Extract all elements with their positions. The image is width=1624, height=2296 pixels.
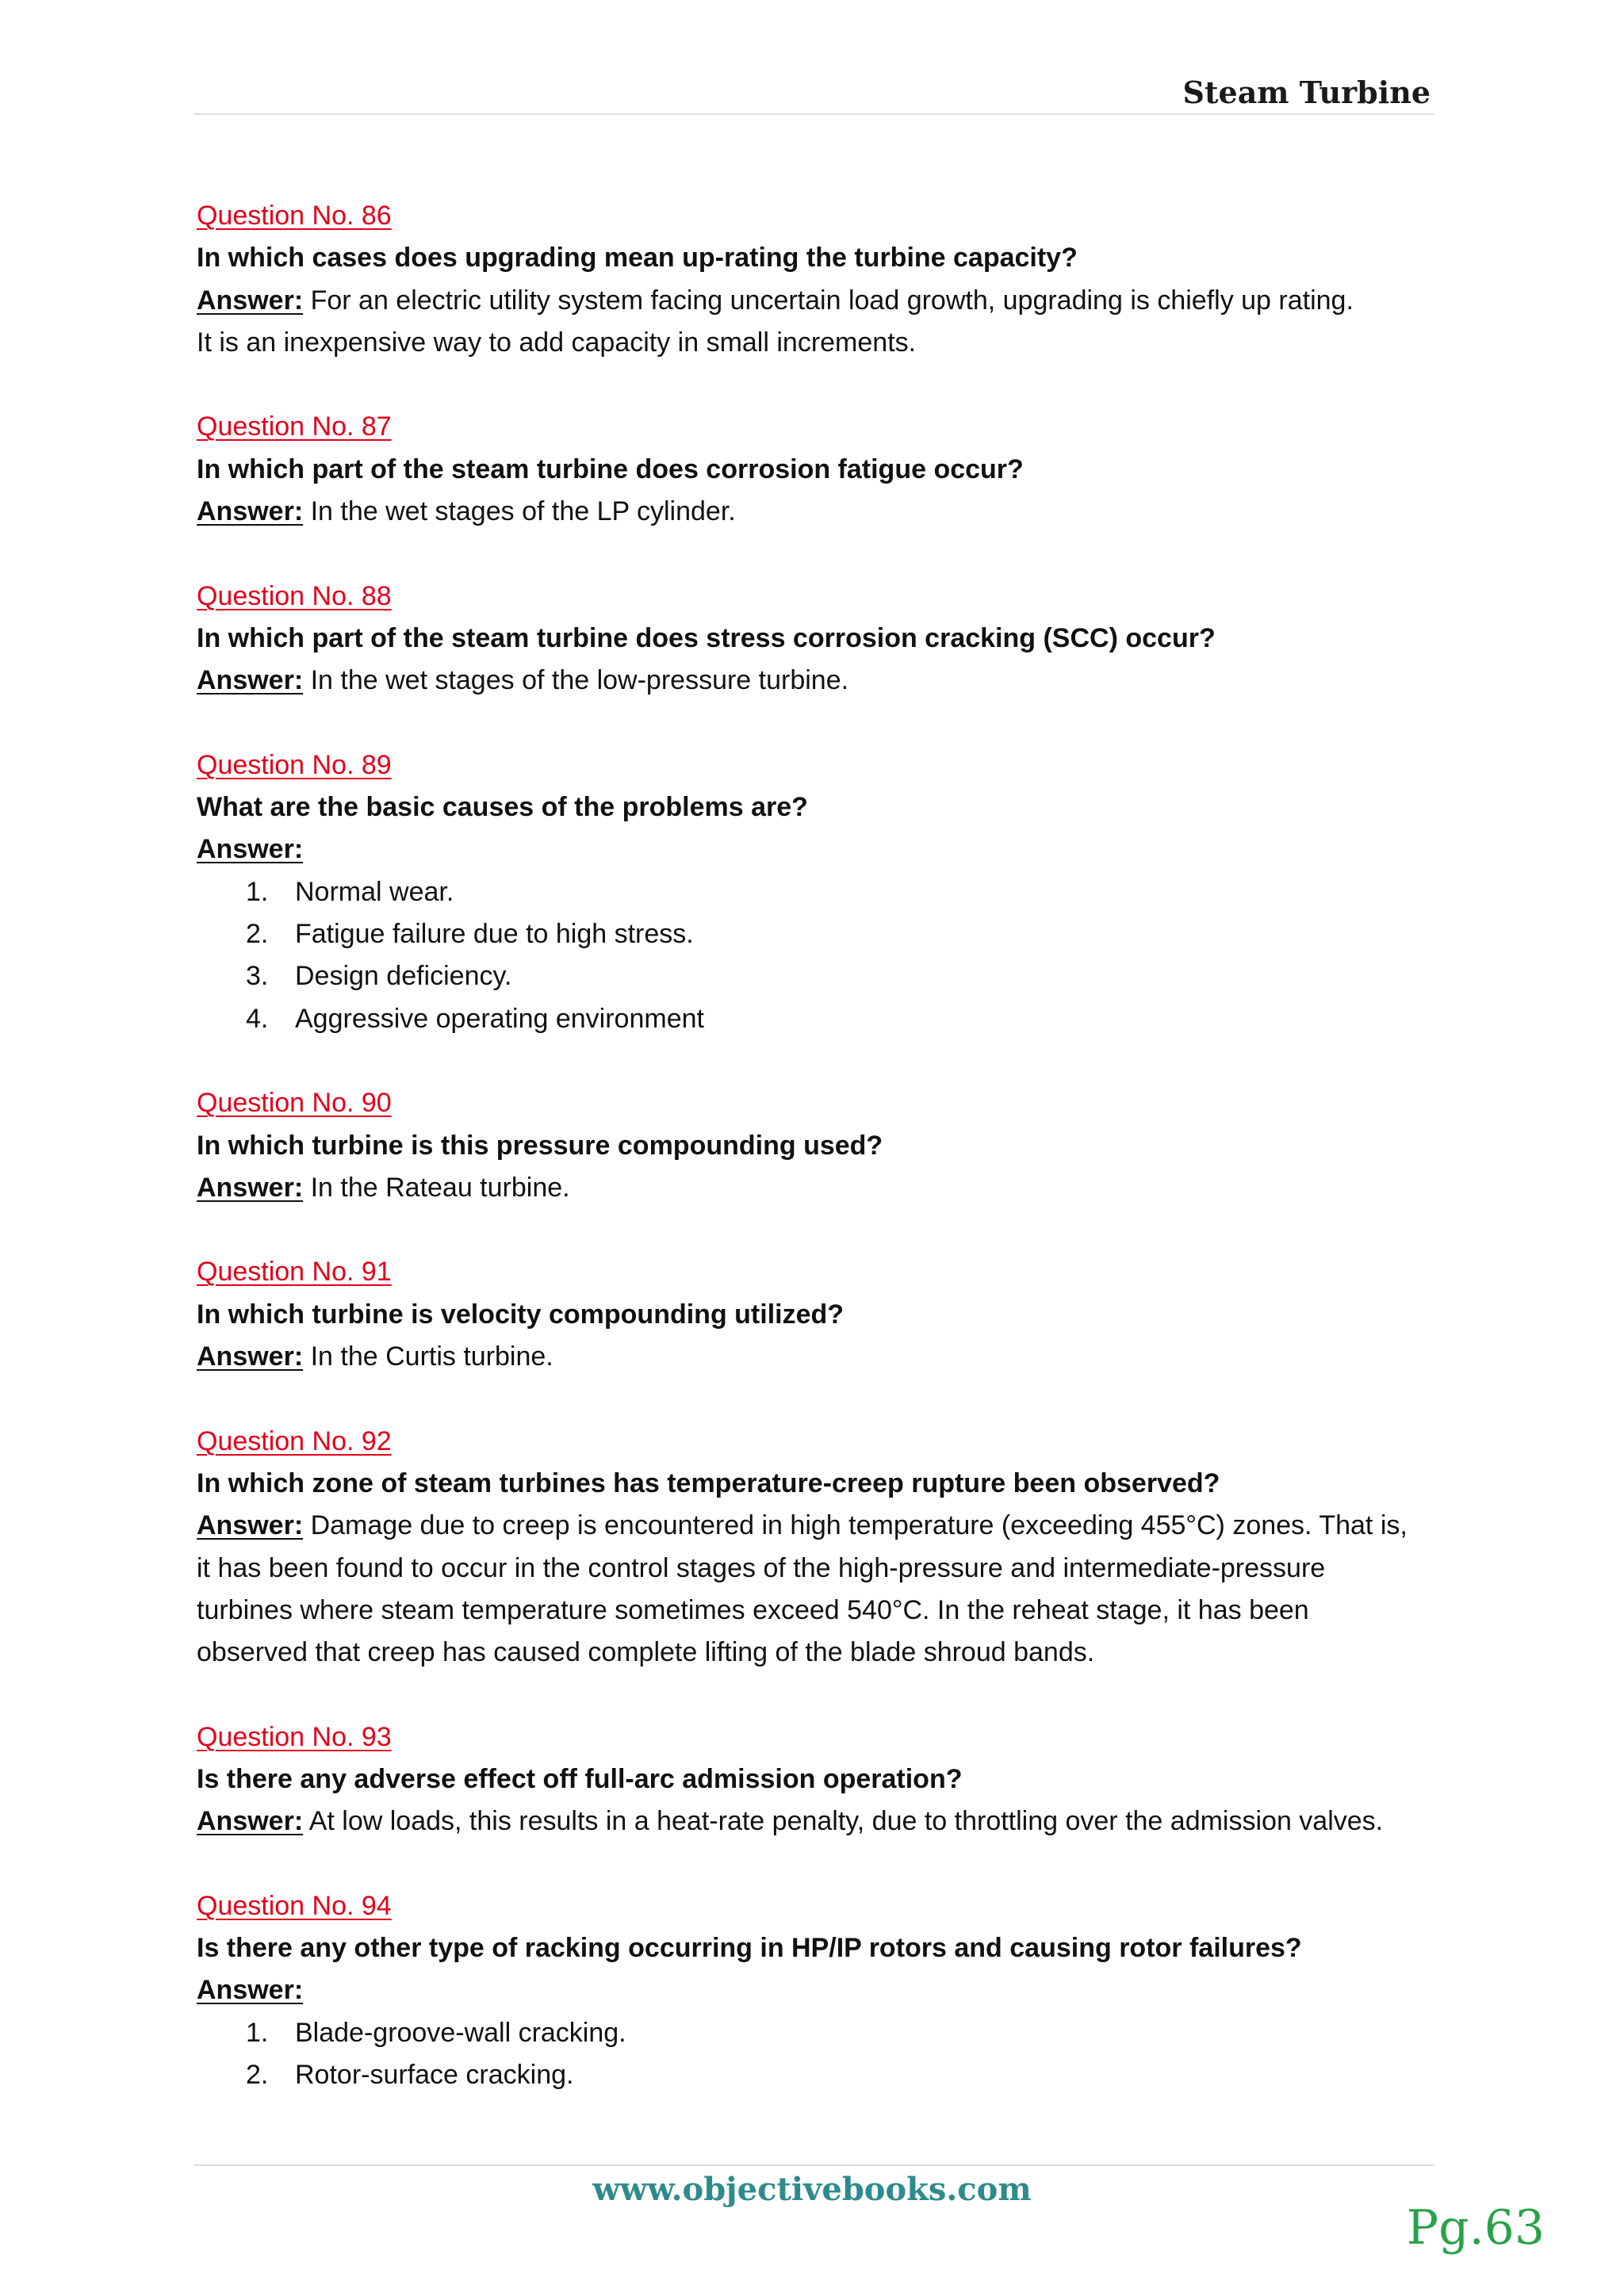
- question-number: Question No. 92: [197, 1425, 392, 1456]
- question-text: In which zone of steam turbines has temperature-creep rupture been observed?: [197, 1468, 1220, 1498]
- answer-label: Answer:: [197, 665, 304, 696]
- answer-list-item: [197, 2012, 1450, 2054]
- answer-text: In the Curtis turbine.: [303, 1341, 553, 1372]
- qa-block: [197, 1421, 1450, 1674]
- question-number: Question No. 89: [197, 749, 392, 780]
- answer-line: [197, 828, 1450, 871]
- answer-line: [197, 1590, 1450, 1632]
- answer-line: [197, 1548, 1450, 1590]
- answer-line: [197, 1800, 1450, 1843]
- qa-block: [197, 744, 1450, 1040]
- question-number: Question No. 87: [197, 411, 392, 442]
- list-item-text: Design deficiency.: [295, 961, 512, 992]
- question-number: Question No. 88: [197, 580, 392, 611]
- list-item-number: 4.: [246, 1003, 269, 1034]
- answer-label: Answer:: [197, 1341, 304, 1372]
- question-text: Is there any adverse effect off full-arc admission operation?: [197, 1763, 963, 1794]
- list-item-number: 1.: [246, 2017, 269, 2048]
- answer-text: It is an inexpensive way to add capacity in small increments.: [197, 327, 917, 358]
- answer-text: In the wet stages of the LP cylinder.: [303, 496, 736, 527]
- list-item-number: 2.: [246, 919, 269, 950]
- question-number: Question No. 93: [197, 1721, 392, 1752]
- answer-line: [197, 280, 1450, 322]
- question-number: Question No. 94: [197, 1890, 392, 1921]
- question-text: In which part of the steam turbine does corrosion fatigue occur?: [197, 453, 1024, 484]
- answer-line: [197, 1505, 1450, 1547]
- answer-list-item: [197, 871, 1450, 913]
- answer-label: Answer:: [197, 834, 304, 865]
- qa-block: [197, 1716, 1450, 1843]
- list-item-text: Rotor-surface cracking.: [295, 2060, 574, 2091]
- header-divider: [193, 113, 1434, 115]
- question-number: Question No. 90: [197, 1088, 392, 1119]
- qa-list: [197, 195, 1450, 2139]
- question-number: Question No. 86: [197, 201, 392, 231]
- answer-line: [197, 491, 1450, 533]
- qa-block: [197, 1082, 1450, 1209]
- answer-list: [197, 2012, 1450, 2097]
- answer-label: Answer:: [197, 496, 304, 527]
- question-text: What are the basic causes of the problems are?: [197, 792, 808, 823]
- list-item-number: 2.: [246, 2060, 269, 2091]
- answer-text: In the wet stages of the low-pressure turbine.: [303, 665, 849, 696]
- question-text: In which part of the steam turbine does stress corrosion cracking (SCC) occur?: [197, 622, 1216, 653]
- question-text: In which turbine is velocity compounding utilized?: [197, 1299, 845, 1330]
- page-number: Pg.63: [1406, 2200, 1545, 2256]
- answer-line: [197, 1336, 1450, 1378]
- list-item-text: Aggressive operating environment: [295, 1003, 704, 1034]
- list-item-number: 1.: [246, 876, 269, 907]
- answer-line: [197, 322, 1450, 364]
- qa-block: [197, 195, 1450, 364]
- question-text: In which turbine is this pressure compounding used?: [197, 1130, 883, 1161]
- qa-block: [197, 1885, 1450, 2096]
- footer-website-link[interactable]: www.objectivebooks.com: [592, 2171, 1032, 2208]
- answer-list-item: [197, 955, 1450, 997]
- answer-label: Answer:: [197, 1510, 304, 1541]
- page-header-title: Steam Turbine: [1182, 75, 1431, 110]
- answer-text: it has been found to occur in the control stages of the high-pressure and intermediate-pressure: [197, 1552, 1326, 1583]
- qa-block: [197, 406, 1450, 533]
- answer-list-item: [197, 998, 1450, 1040]
- qa-block: [197, 576, 1450, 702]
- answer-label: Answer:: [197, 1172, 304, 1203]
- answer-text: At low loads, this results in a heat-rate penalty, due to throttling over the admission valves.: [303, 1806, 1384, 1837]
- answer-line: [197, 1969, 1450, 2011]
- answer-list-item: [197, 913, 1450, 955]
- question-number: Question No. 91: [197, 1257, 392, 1288]
- answer-label: Answer:: [197, 1806, 304, 1837]
- list-item-text: Fatigue failure due to high stress.: [295, 919, 694, 950]
- answer-text: In the Rateau turbine.: [303, 1172, 570, 1203]
- answer-label: Answer:: [197, 285, 304, 316]
- answer-list: [197, 871, 1450, 1040]
- answer-line: [197, 1632, 1450, 1674]
- answer-text: observed that creep has caused complete lifting of the blade shroud bands.: [197, 1637, 1095, 1668]
- list-item-text: Normal wear.: [295, 876, 454, 907]
- footer-divider: [193, 2164, 1434, 2166]
- answer-list-item: [197, 2054, 1450, 2096]
- question-text: Is there any other type of racking occurring in HP/IP rotors and causing rotor failures?: [197, 1933, 1302, 1964]
- answer-text: For an electric utility system facing uncertain load growth, upgrading is chiefly up rating.: [303, 285, 1354, 316]
- question-text: In which cases does upgrading mean up-rating the turbine capacity?: [197, 243, 1078, 274]
- answer-line: [197, 660, 1450, 702]
- answer-line: [197, 1167, 1450, 1209]
- list-item-number: 3.: [246, 961, 269, 992]
- answer-text: Damage due to creep is encountered in high temperature (exceeding 455°C) zones. That is,: [303, 1510, 1408, 1541]
- list-item-text: Blade-groove-wall cracking.: [295, 2017, 626, 2048]
- qa-block: [197, 1251, 1450, 1378]
- answer-label: Answer:: [197, 1975, 304, 2006]
- answer-text: turbines where steam temperature sometimes exceed 540°C. In the reheat stage, it has been: [197, 1594, 1309, 1625]
